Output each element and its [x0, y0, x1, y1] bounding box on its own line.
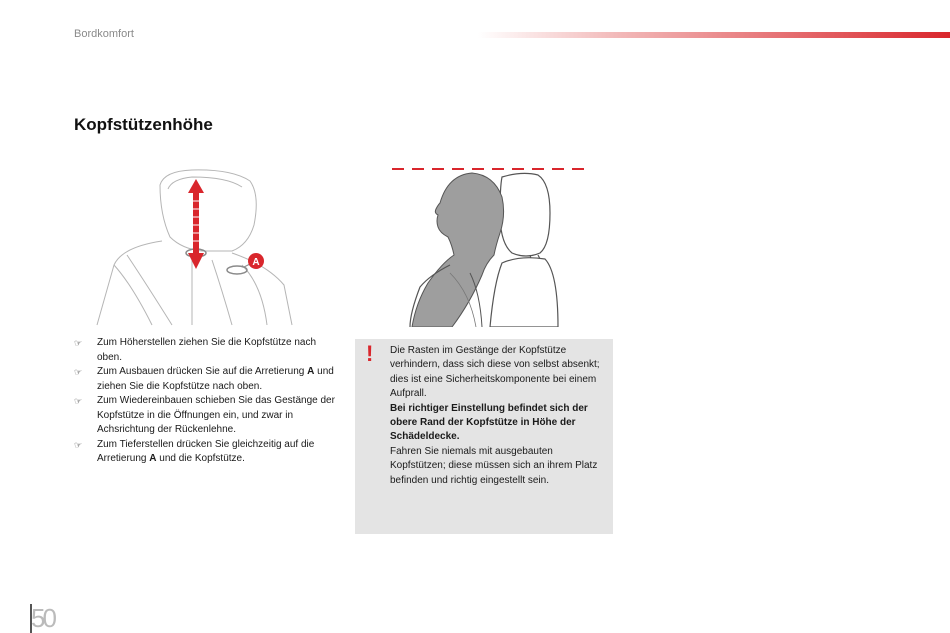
- instruction-item: ☞ Zum Höherstellen ziehen Sie die Kopfstütze nach oben.: [74, 337, 317, 363]
- warning-icon: !: [366, 341, 374, 366]
- warning-box: [355, 339, 613, 534]
- page-title: Kopfstützenhöhe: [74, 115, 213, 134]
- warning-paragraph: Die Rasten im Gestänge der Kopfstütze verhindern, dass sich diese von selbst absenkt; dies ist eine Sicherheitskomponente bei einem Aufprall.: [390, 345, 600, 400]
- page-number: 50: [31, 603, 54, 633]
- warning-emphasis: Bei richtiger Einstellung befindet sich der obere Rand der Kopfstütze in Höhe der Schädeldecke.: [390, 402, 588, 443]
- headrest-adjustment-figure: [92, 165, 302, 327]
- instruction-list: [74, 336, 336, 467]
- pointing-hand-icon: ☞: [74, 367, 83, 377]
- warning-text: [390, 344, 608, 488]
- instruction-item: ☞ Zum Ausbauen drücken Sie auf die Arretierung A und ziehen Sie die Kopfstütze nach oben.: [74, 366, 334, 392]
- warning-paragraph: Fahren Sie niemals mit ausgebauten Kopfstützen; diese müssen sich an ihrem Platz befinden und richtig eingestellt sein.: [390, 445, 598, 486]
- callout-a-label: A: [252, 257, 260, 268]
- pointing-hand-icon: ☞: [74, 439, 83, 450]
- pointing-hand-icon: ☞: [74, 338, 83, 348]
- head-alignment-figure: [390, 163, 590, 327]
- header-accent-bar: [478, 32, 950, 38]
- header-label: Bordkomfort: [74, 28, 134, 40]
- instruction-item: ☞ Zum Wiedereinbauen schieben Sie das Gestänge der Kopfstütze in die Öffnungen ein, und zwar in Achsrichtung der Rückenlehne.: [74, 395, 335, 435]
- instruction-item: ☞ Zum Tieferstellen drücken Sie gleichzeitig auf die Arretierung A und die Kopfstütze.: [74, 438, 315, 464]
- pointing-hand-icon: ☞: [74, 396, 83, 406]
